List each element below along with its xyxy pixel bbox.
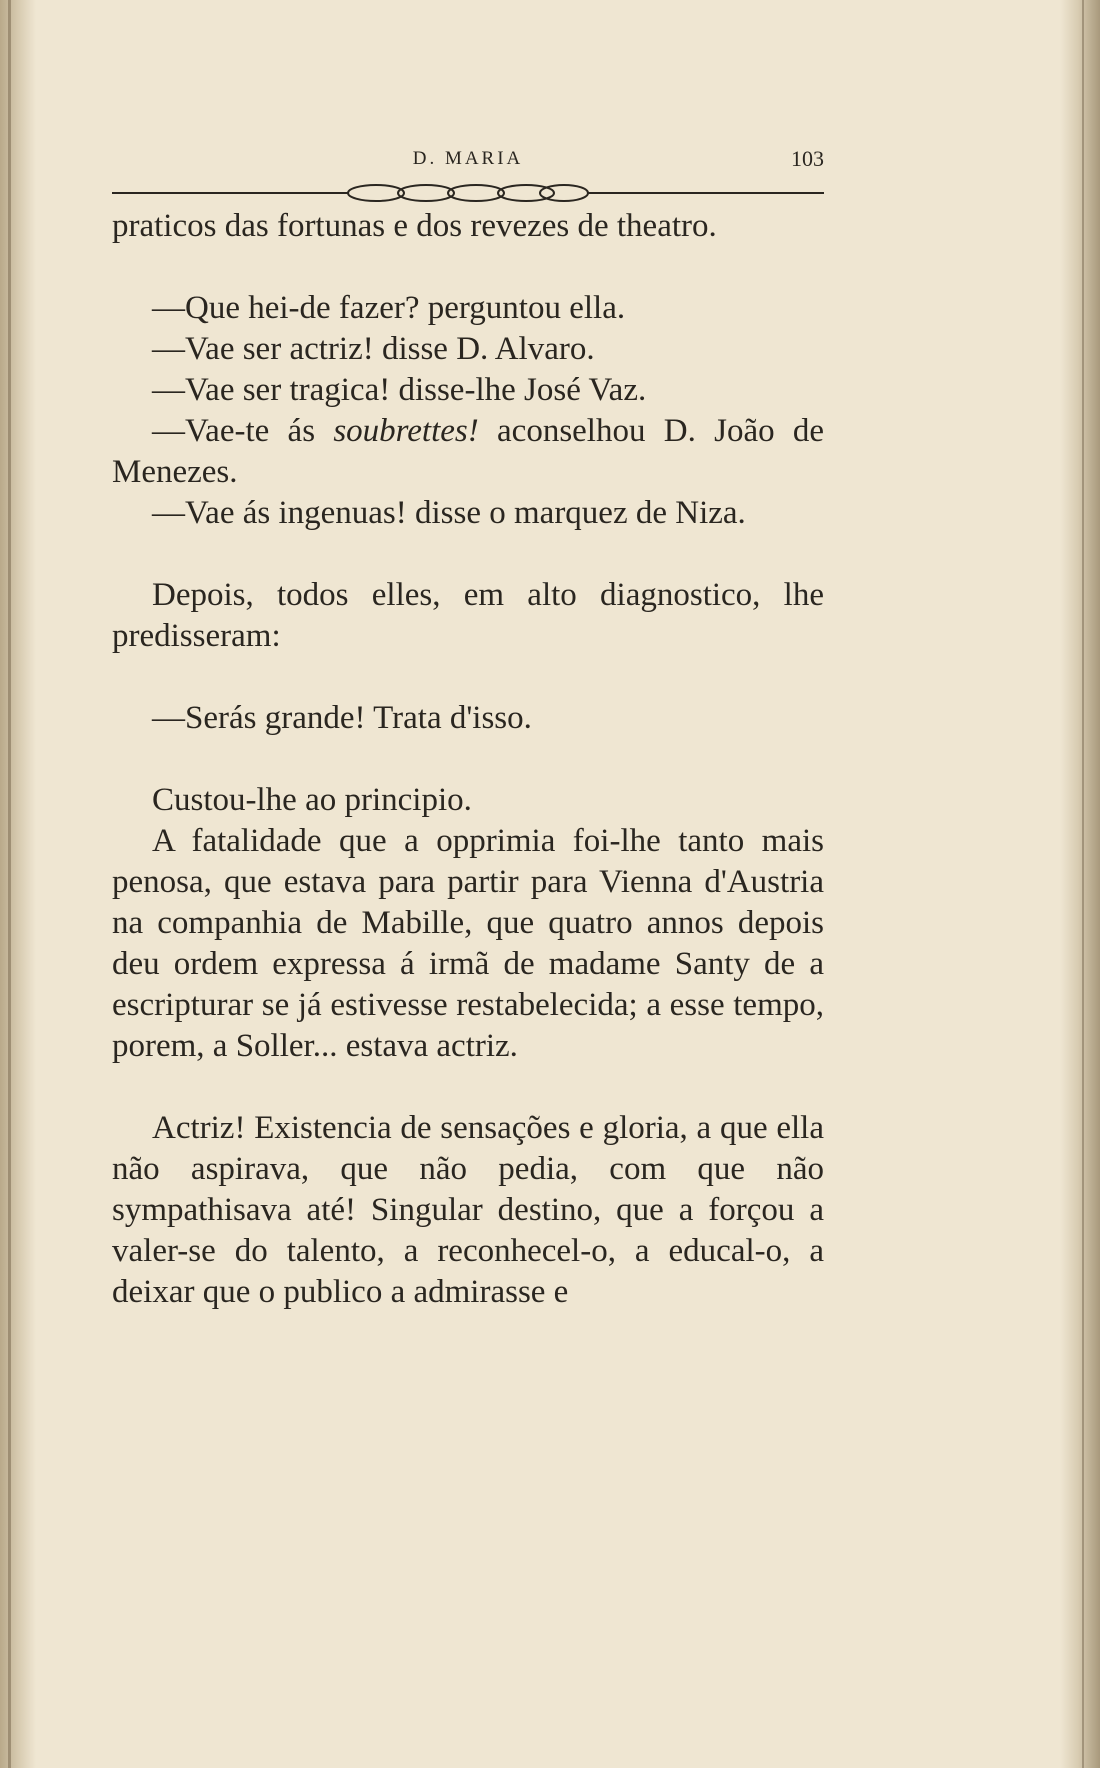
page-edge-line (1082, 0, 1084, 1768)
spacer (112, 739, 824, 780)
paragraph: Custou-lhe ao principio. (152, 782, 472, 818)
chain-link-ornament-icon (112, 180, 824, 206)
paragraph: A fatalidade que a opprimia foi-lhe tanto mais penosa, que estava para partir para Vienna d'Austria na companhia de Mabille, que quatro annos depois deu ordem expressa á irmã de madame Santy de a escripturar se já estivesse restabelecida; a esse tempo, porem, a Soller... estava actriz. (112, 823, 824, 1064)
dialogue-text: aconselhou D. João de Menezes. (112, 413, 825, 490)
book-spine-edge (8, 0, 11, 1768)
spacer (112, 1067, 824, 1108)
paragraph: Depois, todos elles, em alto diagnostico, lhe predisseram: (112, 577, 824, 654)
dialogue-line: —Vae ser tragica! disse-lhe José Vaz. (152, 372, 647, 408)
spacer (112, 657, 824, 698)
dialogue-line (112, 411, 824, 493)
dialogue-line: —Vae ás ingenuas! disse o marquez de Niza. (152, 495, 746, 531)
dialogue-line: —Serás grande! Trata d'isso. (152, 700, 532, 736)
running-title: D. MARIA (412, 148, 524, 169)
running-head (112, 140, 824, 176)
header-rule (112, 180, 824, 206)
dialogue-line: —Vae ser actriz! disse D. Alvaro. (152, 331, 595, 367)
dialogue-line: —Que hei-de fazer? perguntou ella. (152, 290, 626, 326)
book-page (112, 140, 824, 1313)
paragraph: Actriz! Existencia de sensações e gloria, a que ella não aspirava, que não pedia, com que não sympathisava até! Singular destino, que a forçou a valer-se do talento, a reconhecel-o, a educal-o, a deixar que o publico a admirasse e (112, 1110, 824, 1310)
paragraph-continued: praticos das fortunas e dos revezes de theatro. (112, 208, 717, 244)
page-number: 103 (791, 146, 824, 171)
spacer (112, 534, 824, 575)
dialogue-text: —Vae-te ás (152, 413, 334, 449)
book-spine-shadow (0, 0, 36, 1768)
page-edge-shadow (1060, 0, 1100, 1768)
spacer (112, 247, 824, 288)
italic-term: soubrettes! (333, 413, 479, 449)
